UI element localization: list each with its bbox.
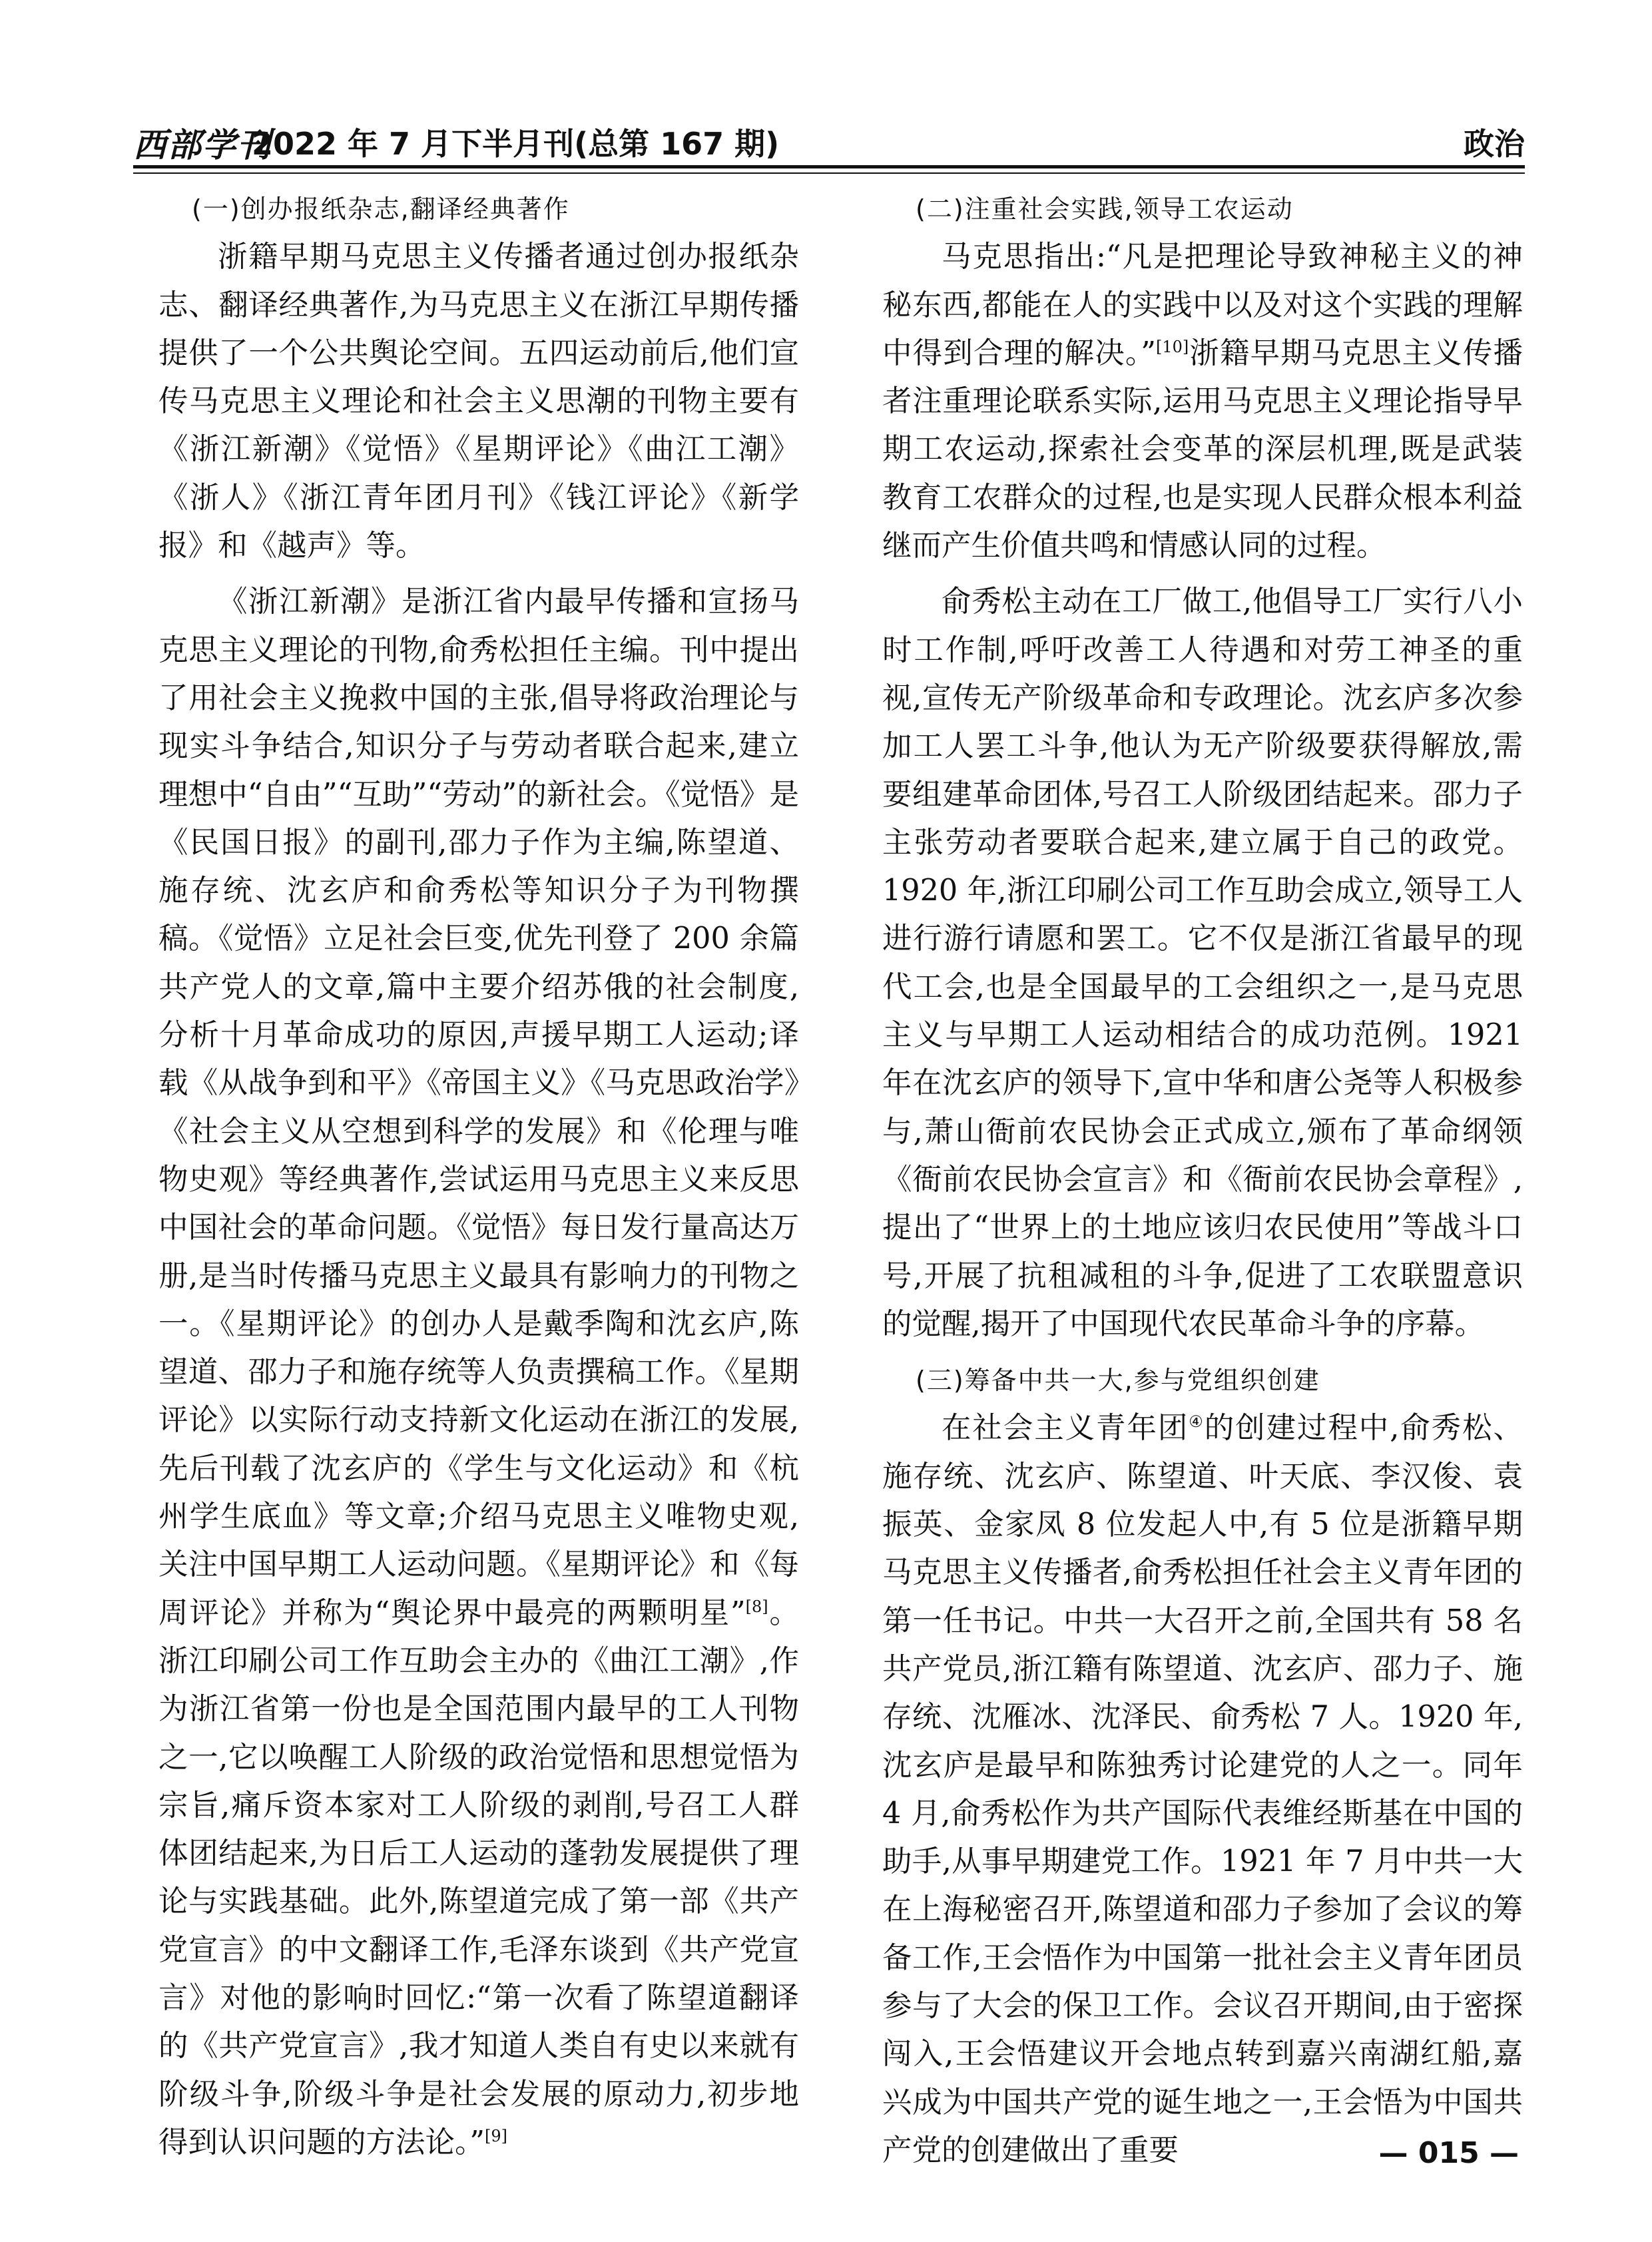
right-column (882, 185, 1523, 2183)
paragraph-2 (158, 578, 799, 2167)
citation-10: [10] (1156, 338, 1189, 357)
paragraph-2-text-a: 《浙江新潮》是浙江省内最早传播和宣扬马克思主义理论的刊物,俞秀松担任主编。刊中提出了用社会主义挽救中国的主张,倡导将政治理论与现实斗争结合,知识分子与劳动者联合起来,建立理想中“自由”“互助”“劳动”的新社会。《觉悟》是《民国日报》的副刊,邵力子作为主编,陈望道、施存统、沈玄庐和俞秀松等知识分子为刊物撰稿。《觉悟》立足社会巨变,优先刊登了 200 余篇共产党人的文章,篇中主要介绍苏俄的社会制度,分析十月革命成功的原因,声援早期工人运动;译载《从战争到和平》《帝国主义》《马克思政治学》《社会主义从空想到科学的发展》和《伦理与唯物史观》等经典著作,尝试运用马克思主义来反思中国社会的革命问题。《觉悟》每日发行量高达万册,是当时传播马克思主义最具有影响力的刊物之一。《星期评论》的创办人是戴季陶和沈玄庐,陈望道、邵力子和施存统等人负责撰稿工作。《星期评论》以实际行动支持新文化运动在浙江的发展,先后刊载了沈玄庐的《学生与文化运动》和《杭州学生底血》等文章;介绍马克思主义唯物史观,关注中国早期工人运动问题。《星期评论》和《每周评论》并称为“舆论界中最亮的两颗明星” (158, 585, 799, 1630)
paragraph-5-text-b: 的创建过程中,俞秀松、施存统、沈玄庐、陈望道、叶天底、李汉俊、袁振英、金家凤 8 位发起人中,有 5 位是浙籍早期马克思主义传播者,俞秀松担任社会主义青年团的第一任书记。中共一大召开之前,全国共有 58 名共产党员,浙江籍有陈望道、沈玄庐、邵力子、施存统、沈雁冰、沈泽民、俞秀松 7 人。1920 年,沈玄庐是最早和陈独秀讨论建党的人之一。同年 4 月,俞秀松作为共产国际代表维经斯基在中国的助手,从事早期建党工作。1921 年 7 月中共一大在上海秘密召开,陈望道和邵力子参加了会议的筹备工作,王会悟作为中国第一批社会主义青年团员参与了大会的保卫工作。会议召开期间,由于密探闯入,王会悟建议开会地点转到嘉兴南湖红船,嘉兴成为中国共产党的诞生地之一,王会悟为中国共产党的创建做出了重要 (882, 1411, 1523, 2167)
footnote-marker-4: ④ (1189, 1412, 1205, 1432)
citation-8: [8] (745, 1597, 768, 1616)
paragraph-5 (882, 1404, 1523, 2175)
header-rule-thin (133, 172, 1525, 174)
journal-logo: 西部学刊 (133, 125, 272, 164)
paragraph-4: 俞秀松主动在工厂做工,他倡导工厂实行八小时工作制,呼吁改善工人待遇和对劳工神圣的重视,宣传无产阶级革命和专政理论。沈玄庐多次参加工人罢工斗争,他认为无产阶级要获得解放,需要组建革命团体,号召工人阶级团结起来。邵力子主张劳动者要联合起来,建立属于自己的政党。1920 年,浙江印刷公司工作互助会成立,领导工人进行游行请愿和罢工。它不仅是浙江省最早的现代工会,也是全国最早的工会组织之一,是马克思主义与早期工人运动相结合的成功范例。1921 年在沈玄庐的领导下,宣中华和唐公尧等人积极参与,萧山衙前农民协会正式成立,颁布了革命纲领《衙前农民协会宣言》和《衙前农民协会章程》,提出了“世界上的土地应该归农民使用”等战斗口号,开展了抗租减租的斗争,促进了工农联盟意识的觉醒,揭开了中国现代农民革命斗争的序幕。 (882, 585, 1523, 1341)
section-name: 政治 (1464, 126, 1525, 162)
paragraph-3 (882, 233, 1523, 570)
paragraph-3-text-b: 浙籍早期马克思主义传播者注重理论联系实际,运用马克思主义理论指导早期工农运动,探索社会变革的深层机理,既是武装教育工农群众的过程,也是实现人民群众根本利益继而产生价值共鸣和情感认同的过程。 (882, 336, 1523, 563)
left-column (158, 185, 799, 2175)
citation-9: [9] (485, 2127, 508, 2146)
running-header (133, 113, 1525, 173)
section-heading-3: (三)筹备中共一大,参与党组织创建 (916, 1366, 1320, 1396)
paragraph-1: 浙籍早期马克思主义传播者通过创办报纸杂志、翻译经典著作,为马克思主义在浙江早期传播提供了一个公共舆论空间。五四运动前后,他们宣传马克思主义理论和社会主义思潮的刊物主要有《浙江新潮》《觉悟》《星期评论》《曲江工潮》《浙人》《浙江青年团月刊》《钱江评论》《新学报》和《越声》等。 (158, 240, 799, 563)
paragraph-3-text-a: 马克思指出:“凡是把理论导致神秘主义的神秘东西,都能在人的实践中以及对这个实践的理解中得到合理的解决。” (882, 240, 1523, 370)
paragraph-5-text-a: 在社会主义青年团 (942, 1411, 1189, 1446)
page-number: — 015 — (1378, 2136, 1519, 2170)
header-rule (133, 165, 1525, 168)
section-heading-2: (二)注重社会实践,领导工农运动 (916, 194, 1294, 224)
section-heading-1: (一)创办报纸杂志,翻译经典著作 (192, 194, 570, 224)
issue-info: 2022 年 7 月下半月刊(总第 167 期) (252, 126, 780, 162)
paragraph-2-text-b: 。浙江印刷公司工作互助会主办的《曲江工潮》,作为浙江省第一份也是全国范围内最早的工人刊物之一,它以唤醒工人阶级的政治觉悟和思想觉悟为宗旨,痛斥资本家对工人阶级的剥削,号召工人群体团结起来,为日后工人运动的蓬勃发展提供了理论与实践基础。此外,陈望道完成了第一部《共产党宣言》的中文翻译工作,毛泽东谈到《共产党宣言》对他的影响时回忆:“第一次看了陈望道翻译的《共产党宣言》,我才知道人类自有史以来就有阶级斗争,阶级斗争是社会发展的原动力,初步地得到认识问题的方法论。” (158, 1595, 799, 2159)
